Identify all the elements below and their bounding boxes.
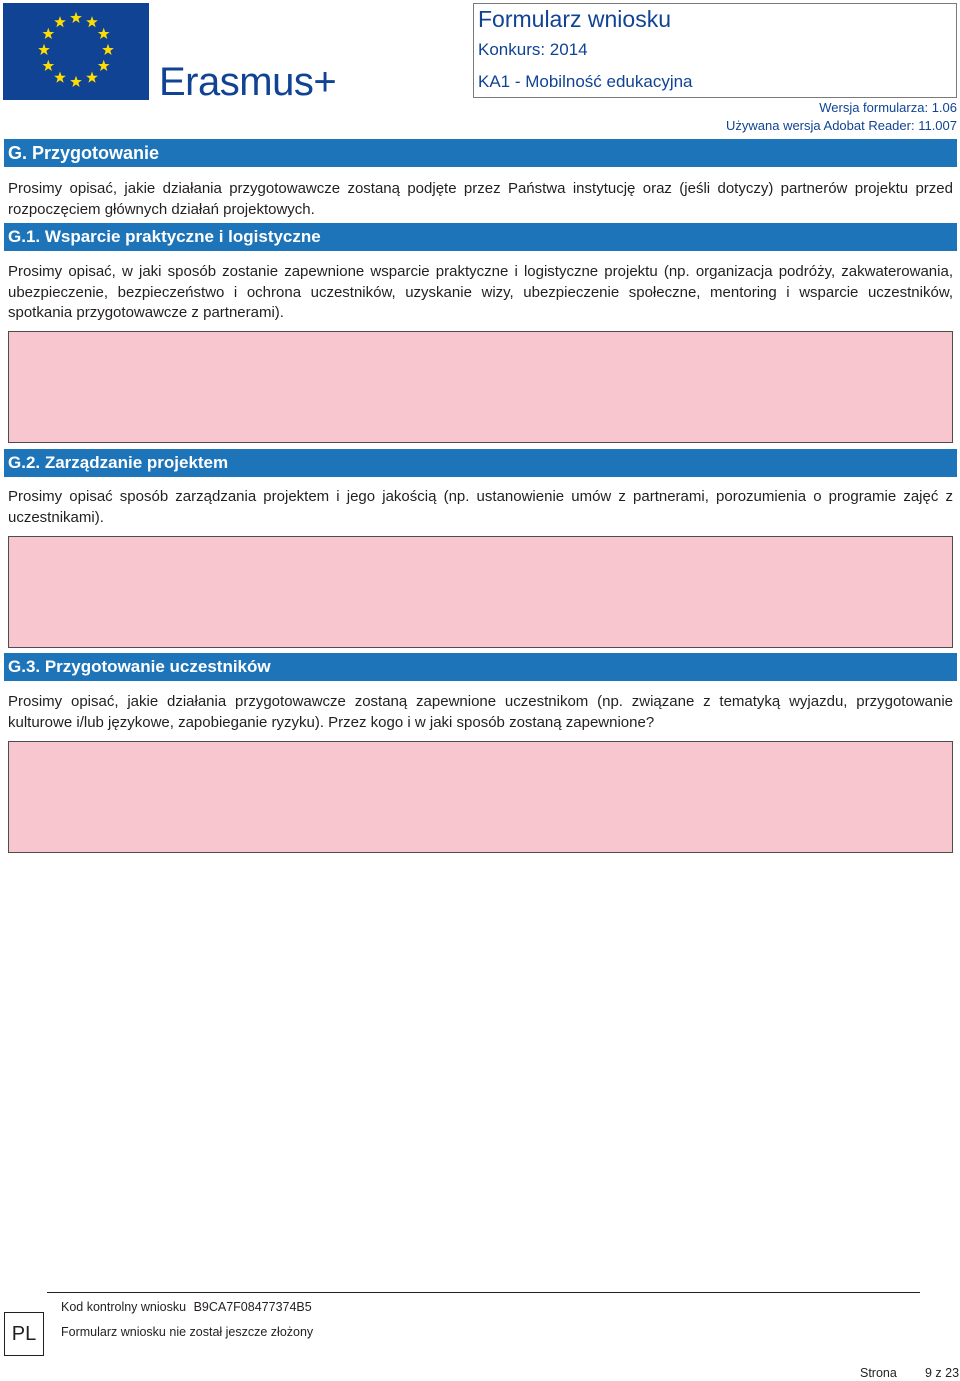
star-icon bbox=[86, 72, 98, 83]
subsection-title-g1: G.1. Wsparcie praktyczne i logistyczne bbox=[4, 223, 957, 251]
form-version: Wersja formularza: 1.06 bbox=[819, 100, 957, 115]
checksum-label: Kod kontrolny wniosku bbox=[61, 1300, 187, 1314]
language-badge: PL bbox=[4, 1312, 44, 1356]
star-icon bbox=[102, 44, 114, 55]
call-year: Konkurs: 2014 bbox=[478, 40, 588, 59]
star-icon bbox=[42, 60, 54, 71]
form-title: Formularz wniosku bbox=[478, 6, 671, 32]
subsection-title-g2: G.2. Zarządzanie projektem bbox=[4, 449, 957, 477]
action-name: KA1 - Mobilność edukacyjna bbox=[478, 72, 693, 91]
answer-field-g1[interactable] bbox=[8, 331, 953, 443]
section-intro: Prosimy opisać, jakie działania przygotowawcze zostaną podjęte przez Państwa instytucję oraz (jeśli dotyczy) partnerów projektu przed rozpoczęciem głównych działań projektowych. bbox=[8, 180, 953, 218]
reader-version: Używana wersja Adobat Reader: 11.007 bbox=[725, 118, 957, 133]
page-number: 9 z 23 bbox=[925, 1366, 960, 1380]
checksum-value: B9CA7F08477374B5 bbox=[193, 1300, 312, 1314]
subsection-prompt-g2: Prosimy opisać sposób zarządzania projektem i jego jakością (np. ustanowienie umów z partnerami, porozumienia o programie zajęć z uczestnikami). bbox=[8, 488, 953, 526]
answer-field-g3[interactable] bbox=[8, 741, 953, 853]
answer-field-g2[interactable] bbox=[8, 536, 953, 648]
star-icon bbox=[42, 28, 54, 39]
eu-flag-icon bbox=[3, 3, 149, 100]
section-title: G. Przygotowanie bbox=[4, 139, 957, 167]
submission-status: Formularz wniosku nie został jeszcze złożony bbox=[61, 1325, 314, 1339]
subsection-prompt-g3: Prosimy opisać, jakie działania przygotowawcze zostaną zapewnione uczestnikom (np. związane z tematyką wyjazdu, przygotowanie kulturowe i/lub językowe, zapobieganie ryzyku). Przez kogo i w jaki sposób zostaną zapewnione? bbox=[8, 693, 953, 731]
star-icon bbox=[38, 44, 50, 55]
star-icon bbox=[54, 72, 66, 83]
subsection-title-g3: G.3. Przygotowanie uczestników bbox=[4, 653, 957, 681]
star-icon bbox=[70, 76, 82, 87]
star-icon bbox=[98, 60, 110, 71]
star-icon bbox=[54, 16, 66, 27]
page-label: Strona bbox=[860, 1366, 897, 1380]
subsection-prompt-g1: Prosimy opisać, w jaki sposób zostanie zapewnione wsparcie praktyczne i logistyczne projektu (np. organizacja podróży, zakwaterowania, ubezpieczenie, bezpieczeństwo i ochrona uczestników, uzyskanie wizy, ubezpieczenie społeczne, mentoring i wsparcie uczestników, spotkania przygotowawcze z partnerami). bbox=[8, 263, 953, 321]
star-icon bbox=[98, 28, 110, 39]
footer-divider bbox=[47, 1292, 920, 1293]
program-logo-text: Erasmus+ bbox=[159, 60, 337, 104]
star-icon bbox=[86, 16, 98, 27]
checksum-line bbox=[61, 1300, 312, 1315]
star-icon bbox=[70, 12, 82, 23]
